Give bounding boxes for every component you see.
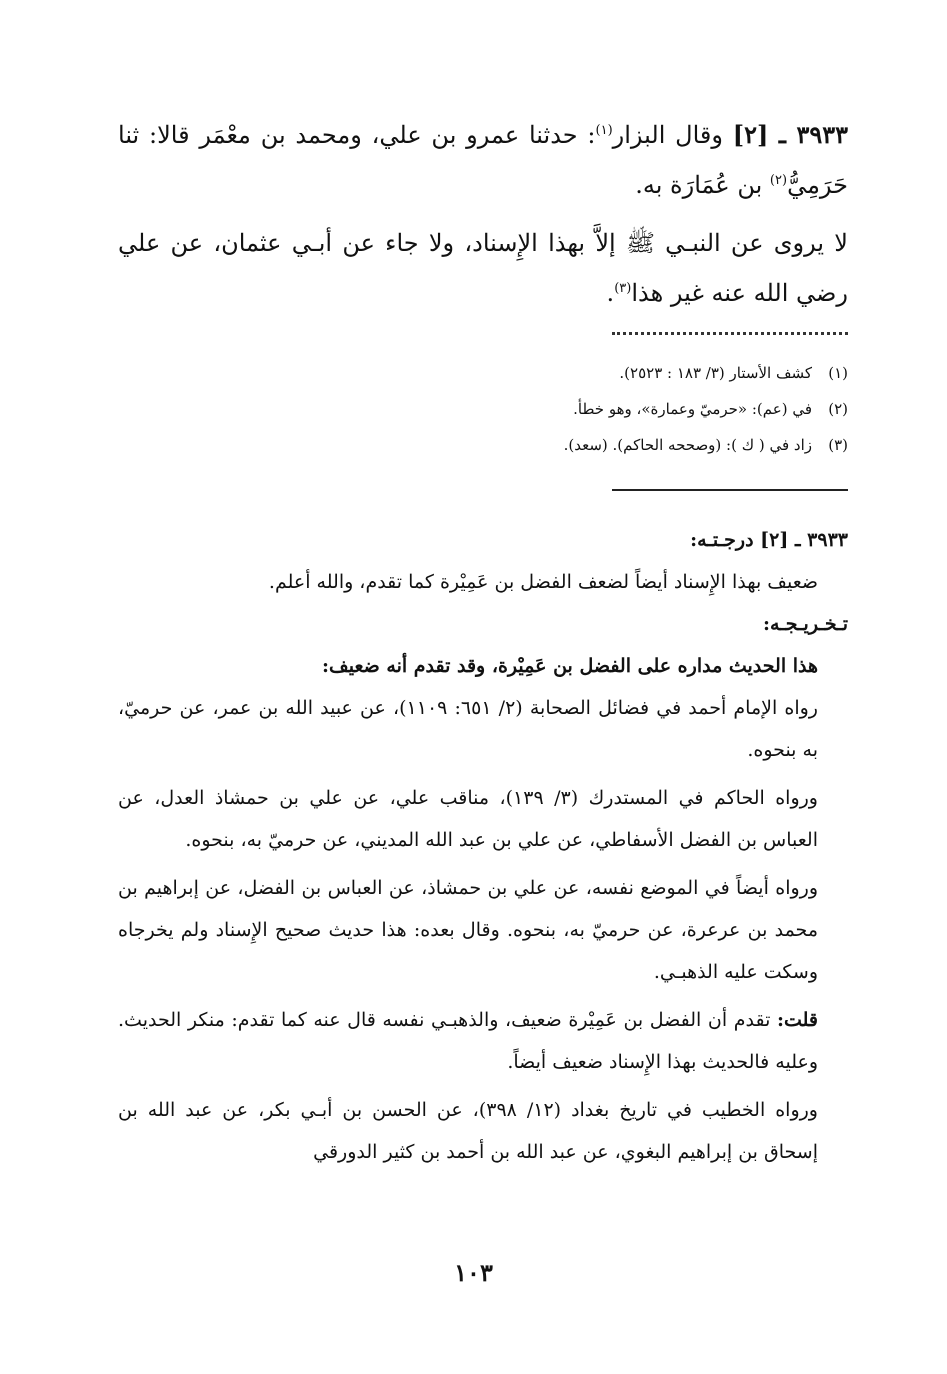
- footnotes: [118, 355, 848, 463]
- takhrij-intro: هذا الحديث مداره على الفضل بن عَمِيْرة، وقد تقدم أنه ضعيف:: [322, 655, 818, 677]
- footnote-item: [118, 355, 848, 391]
- footnote-ref: (٢): [769, 173, 788, 188]
- footnote-ref: (٣): [614, 281, 632, 296]
- dotted-separator: [612, 332, 848, 341]
- commentary: [118, 519, 848, 1173]
- footnote-text: كشف الأستار (٣/ ١٨٣ : ٢٥٢٣).: [619, 364, 812, 382]
- takhrij-paragraph-1: رواه الإمام أحمد في فضائل الصحابة (٢/ ٦٥١: ١١٠٩)، عن عبيد الله بن عمر، عن حرميّ، به بنحوه.: [118, 697, 818, 761]
- takhrij-paragraph-5: ورواه الخطيب في تاريخ بغداد (١٢/ ٣٩٨)، عن الحسن بن أبـي بكر، عن عبد الله بن إسحاق بن إبراهيم البغوي، عن عبد الله بن أحمد بن كثير الدورقي: [118, 1099, 818, 1163]
- footnote-item: [118, 391, 848, 427]
- footnote-number: (٣): [828, 436, 848, 454]
- hadith-text-part: : حدثنا عمرو بن علي، ومحمد بن معْمَر قالا: ثنا حَرَمِيُّ: [118, 121, 848, 199]
- hadith-text: [118, 110, 848, 318]
- footnote-item: [118, 427, 848, 463]
- hadith-text-part: لا يروى عن النبـي ﷺ إلاَّ بهذا الإِسناد، ولا جاء عن أبـي عثمان، عن علي رضي الله عنه غير هذا: [118, 229, 848, 307]
- footnote-text: في (عم): «حرميّ وعمارة»، وهو خطأ.: [573, 400, 812, 418]
- page-number: ١٠٣: [454, 1258, 493, 1287]
- takhrij-paragraph-3: ورواه أيضاً في الموضع نفسه، عن علي بن حمشاذ، عن العباس بن الفضل، عن إبراهيم بن محمد بن عرعرة، عن حرميّ به، بنحوه. وقال بعده: هذا حديث صحيح الإِسناد ولم يخرجاه وسكت عليه الذهبـي.: [118, 877, 818, 983]
- qultu-label: قلت:: [776, 1009, 818, 1031]
- degree-text: ضعيف بهذا الإِسناد أيضاً لضعف الفضل بن عَمِيْرة كما تقدم، والله أعلم.: [268, 571, 818, 593]
- hadith-paragraph-2: [118, 218, 848, 318]
- footnote-number: (٢): [828, 400, 848, 418]
- footnote-text: زاد في ( ك ): (وصححه الحاكم). (سعد).: [563, 436, 812, 454]
- takhrij-paragraph-4: [118, 999, 848, 1083]
- takhrij-paragraph-2: ورواه الحاكم في المستدرك (٣/ ١٣٩)، مناقب علي، عن علي بن حمشاذ العدل، عن العباس بن الفضل الأسفاطي، عن علي بن عبد الله المديني، عن حرميّ به، بنحوه.: [118, 787, 818, 851]
- takhrij-heading: تـخـريـجـه:: [762, 613, 848, 635]
- hadith-text-part: وقال البزار: [612, 121, 723, 149]
- footnote-number: (١): [828, 364, 848, 382]
- hadith-number: ٣٩٣٣ ـ [٢]: [732, 120, 849, 149]
- footnote-ref: (١): [595, 123, 613, 138]
- degree-heading: ٣٩٣٣ ـ [٢] درجـتـه:: [690, 529, 848, 551]
- hadith-text-part: بن عُمَارَة به.: [635, 171, 763, 199]
- hadith-paragraph-1: [118, 110, 848, 210]
- hadith-text-part: .: [606, 279, 615, 307]
- qultu-text: تقدم أن الفضل بن عَمِيْرة ضعيف، والذهبـي نفسه قال عنه كما تقدم: منكر الحديث. وعليه فالحديث بهذا الإِسناد ضعيف أيضاً.: [118, 1009, 818, 1073]
- page-body: [118, 110, 848, 1173]
- horizontal-rule: [612, 489, 848, 491]
